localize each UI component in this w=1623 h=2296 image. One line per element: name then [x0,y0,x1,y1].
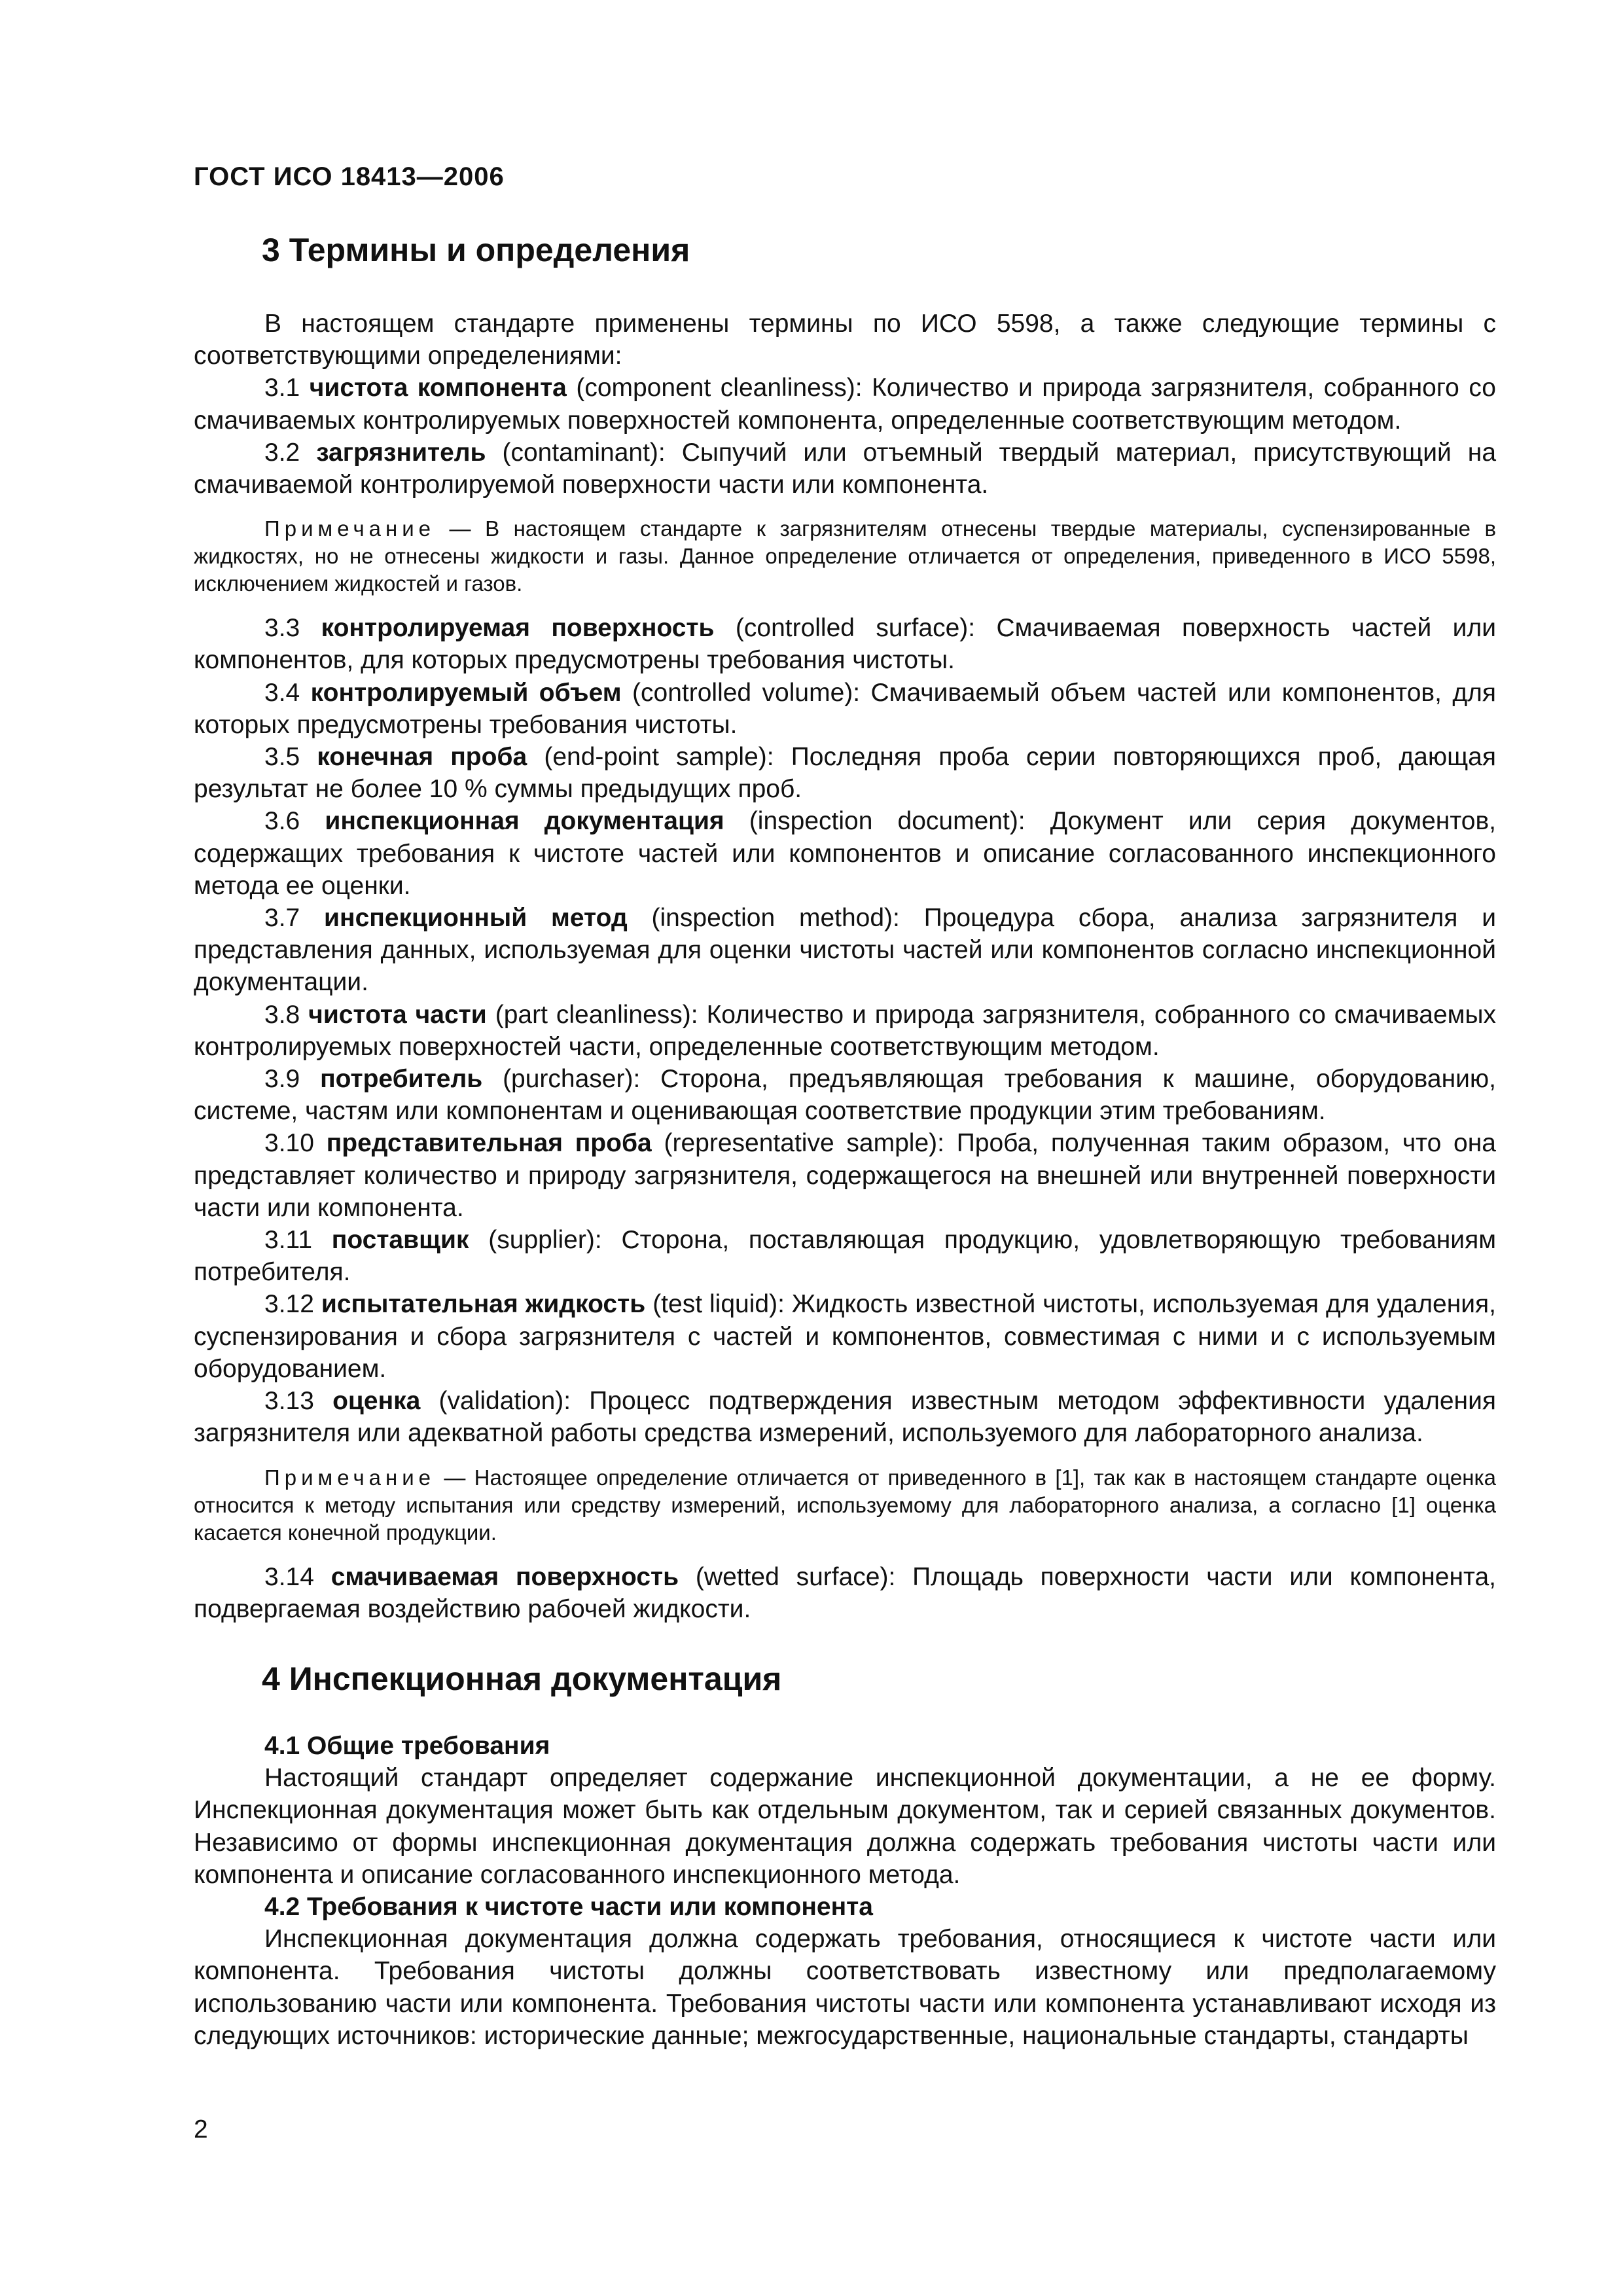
term-name: представительная проба [326,1129,652,1158]
term-name: потребитель [320,1065,483,1094]
term-number: 3.10 [264,1129,314,1158]
term-name: инспекционный метод [324,904,628,933]
term-number: 3.12 [264,1290,314,1319]
term-english: (controlled surface): [735,614,976,643]
term-definition-3-9 [194,1063,1496,1127]
note-contaminant [194,515,1496,598]
term-number: 3.6 [264,807,300,836]
term-definition-3-5 [194,741,1496,805]
term-english: (inspection method): [651,904,900,933]
term-name: инспекционная документация [325,807,724,836]
term-number: 3.3 [264,614,300,643]
term-english: (purchaser): [503,1065,641,1094]
term-definition-3-6 [194,805,1496,902]
term-definition-3-8 [194,999,1496,1063]
term-definition-3-4 [194,677,1496,741]
term-english: (test liquid): [652,1290,785,1319]
note-text: — В настоящем стандарте к загрязнителям отнесены твердые материалы, суспензированные в жидкостях, но не отнесены жидкости и газы. Данное определение отличается от определения, приведенного в ИСО 5598, исключением жидкостей и газов. [194,516,1496,596]
standard-designation: ГОСТ ИСО 18413—2006 [194,162,505,191]
term-english: (supplier): [488,1226,602,1255]
term-number: 3.14 [264,1562,314,1591]
section-4-heading: 4 Инспекционная документация [262,1660,782,1697]
term-text: Сыпучий или отъемный твердый материал, присутствующий на смачиваемой контролируемой поверхности части или компонента. [194,438,1497,499]
term-number: 3.5 [264,743,300,772]
term-name: поставщик [331,1226,469,1255]
term-text: Проба, полученная таким образом, что она представляет количество и природу загрязнителя, содержащегося на внешней или внутренней поверхности части или компонента. [194,1129,1496,1222]
term-text: Площадь поверхности части или компонента, подвергаемая воздействию рабочей жидкости. [194,1562,1496,1623]
note-label: Примечание [264,1465,436,1490]
note-validation [194,1464,1496,1547]
subsection-4-2-text: Инспекционная документация должна содержать требования, относящиеся к чистоте части или компонента. Требования чистоты должны соответствовать известному или предполагаемому использованию части или компонента. Требования чистоты части или компонента устанавливают исходя из следующих источников: исторические данные; межгосударственные, национальные стандарты, стандарты [194,1925,1496,2050]
term-text: Процедура сбора, анализа загрязнителя и представления данных, используемая для оценки чистоты частей или компонентов согласно инспекционной документации. [194,904,1496,997]
term-english: (representative sample): [664,1129,944,1158]
term-english: (component cleanliness): [576,374,863,403]
subsection-4-1-text: Настоящий стандарт определяет содержание инспекционной документации, а не ее форму. Инспекционная документация может быть как отдельным документом, так и серией связанных документов. Независимо от формы инспекционная документация должна содержать требования чистоты части или компонента и описание согласованного инспекционного метода. [194,1764,1496,1889]
term-text: Смачиваемый объем частей или компонентов, для которых предусмотрены требования чистоты. [194,678,1496,739]
term-definition-3-3 [194,612,1496,676]
page-content [194,223,1496,2052]
term-text: Количество и природа загрязнителя, собранного со смачиваемых контролируемых поверхностей компонента, определенные соответствующим методом. [194,374,1496,435]
term-number: 3.9 [264,1065,300,1094]
term-english: (end-point sample): [544,743,774,772]
term-definition-3-2 [194,437,1496,501]
subsection-4-2-title: 4.2 Требования к чистоте части или компонента [264,1892,873,1921]
term-name: испытательная жидкость [321,1290,646,1319]
term-english: (part cleanliness): [495,1000,698,1029]
term-definition-3-7 [194,902,1496,999]
term-text: Жидкость известной чистоты, используемая для удаления, суспензирования и сбора загрязнителя с частей и компонентов, совместимая с ними и с используемым оборудованием. [194,1290,1496,1383]
term-text: Количество и природа загрязнителя, собранного со смачиваемых контролируемых поверхностей части, определенные соответствующим методом. [194,1000,1496,1061]
term-name: чистота части [308,1000,487,1029]
term-number: 3.11 [264,1226,313,1255]
term-text: Процесс подтверждения известным методом эффективности удаления загрязнителя или адекватной работы средства измерений, используемого для лабораторного анализа. [194,1387,1496,1448]
term-text: Смачиваемая поверхность частей или компонентов, для которых предусмотрены требования чистоты. [194,614,1496,675]
term-english: (validation): [438,1387,571,1416]
term-name: смачиваемая поверхность [330,1562,679,1591]
term-text: Документ или серия документов, содержащих требования к чистоте частей или компонентов и описание согласованного инспекционного метода ее оценки. [194,807,1496,900]
term-english: (controlled volume): [632,678,861,707]
term-english: (wetted surface): [695,1562,896,1591]
term-name: оценка [332,1387,421,1416]
term-definition-3-10 [194,1127,1496,1224]
term-english: (inspection document): [749,807,1026,836]
term-name: конечная проба [317,743,527,772]
term-text: Последняя проба серии повторяющихся проб, дающая результат не более 10 % суммы предыдущих проб. [194,743,1496,804]
term-number: 3.2 [264,438,300,467]
term-text: Сторона, поставляющая продукцию, удовлетворяющую требованиям потребителя. [194,1226,1497,1287]
term-name: контролируемая поверхность [321,614,715,643]
term-definition-3-11 [194,1224,1496,1288]
term-number: 3.13 [264,1387,314,1416]
term-name: загрязнитель [316,438,486,467]
term-name: чистота компонента [309,374,567,403]
subsection-4-1-title: 4.1 Общие требования [264,1731,550,1760]
term-definition-3-14 [194,1561,1496,1625]
term-number: 3.4 [264,678,300,707]
term-definition-3-1 [194,372,1496,436]
section-3-heading: 3 Термины и определения [262,232,690,268]
term-number: 3.7 [264,904,300,933]
term-name: контролируемый объем [310,678,622,707]
note-label: Примечание [264,516,436,541]
term-text: Сторона, предъявляющая требования к машине, оборудованию, системе, частям или компонентам и оценивающая соответствие продукции этим требованиям. [194,1065,1496,1126]
term-english: (contaminant): [502,438,666,467]
term-number: 3.8 [264,1000,300,1029]
term-number: 3.1 [264,374,300,403]
term-definition-3-13 [194,1385,1496,1449]
page-number: 2 [194,2115,208,2144]
section-3-intro: В настоящем стандарте применены термины по ИСО 5598, а также следующие термины с соответствующими определениями: [194,310,1496,370]
term-definition-3-12 [194,1288,1496,1385]
note-text: — Настоящее определение отличается от приведенного в [1], так как в настоящем стандарте оценка относится к методу испытания или средству измерений, используемому для лабораторного анализа, а согласно [1] оценка касается конечной продукции. [194,1465,1497,1545]
